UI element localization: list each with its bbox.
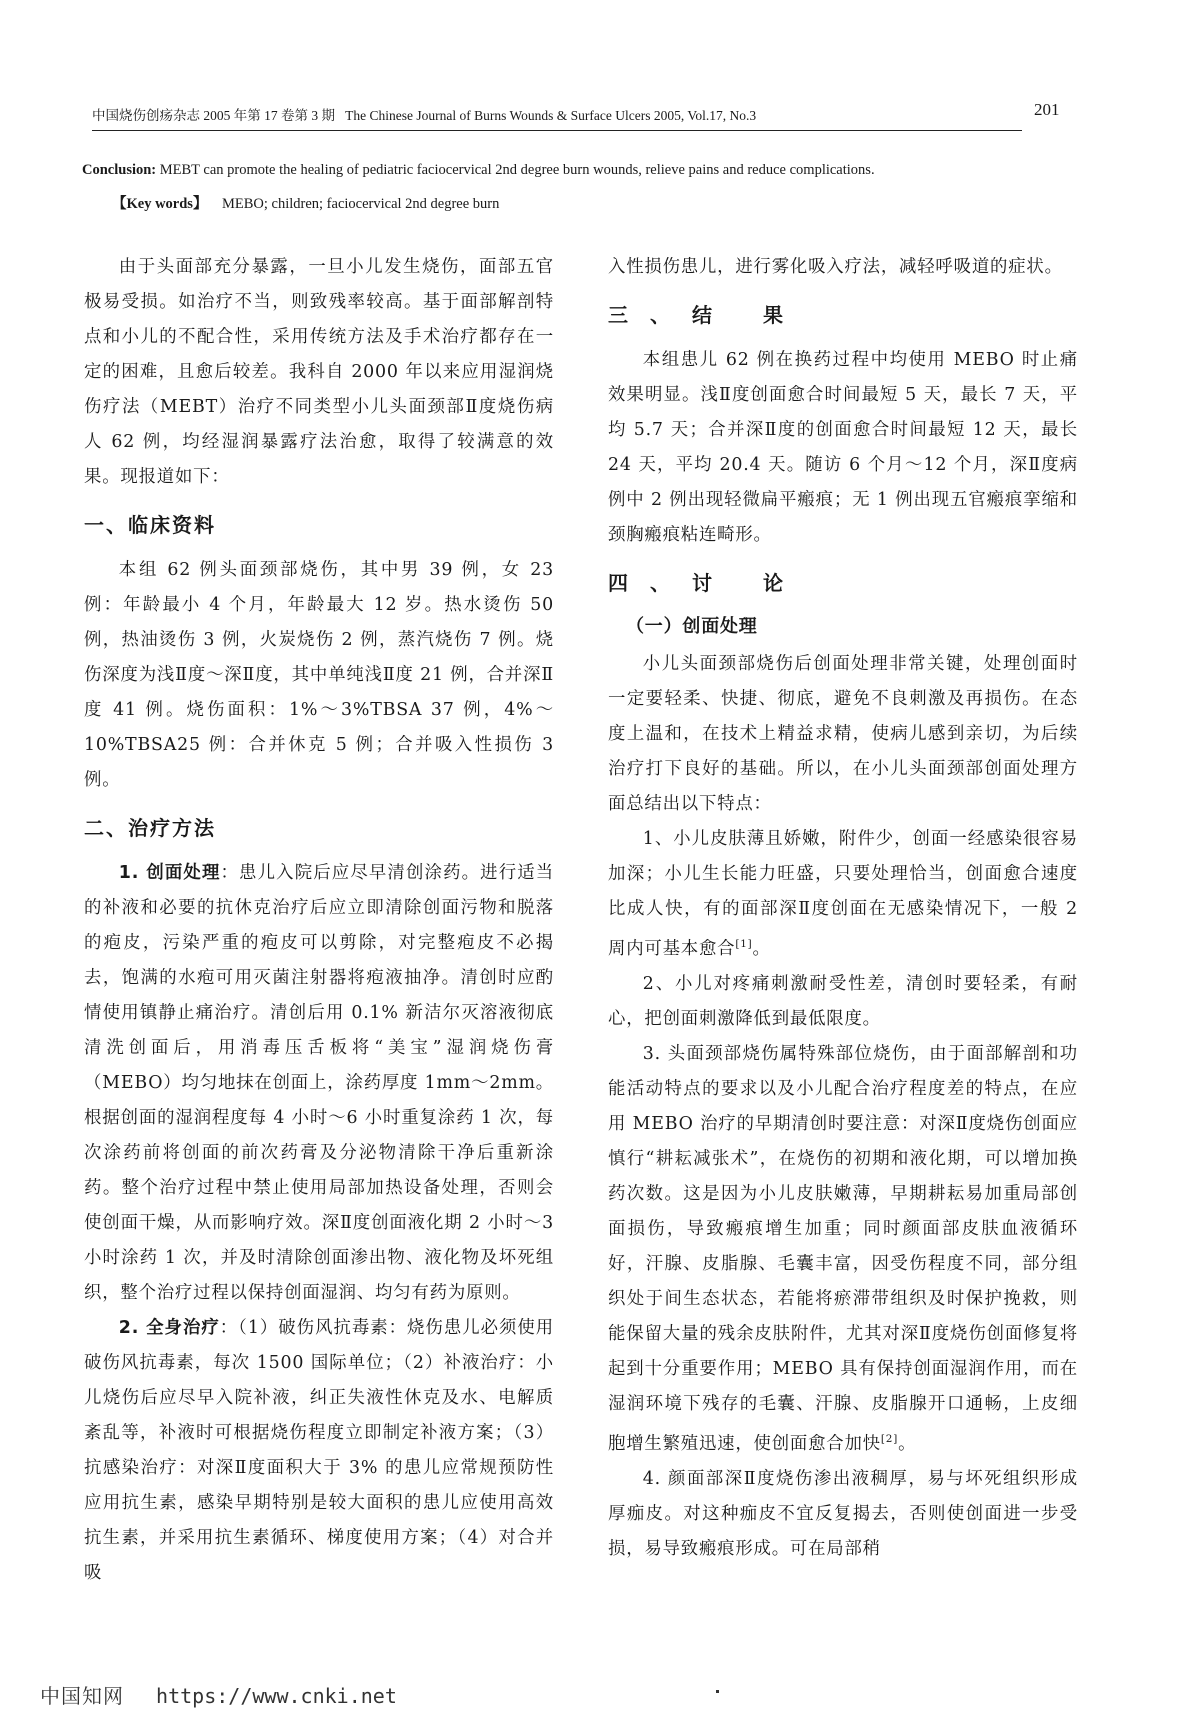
section-heading-clinical-data: 一、临床资料 bbox=[84, 513, 216, 537]
point-1: 1、小儿皮肤薄且娇嫩，附件少，创面一经感染很容易加深；小儿生长能力旺盛，只要处理恰当，创面愈合速度比成人快，有的面部深Ⅱ度创面在无感染情况下，一般 2 周内可基本愈合[1]。 bbox=[608, 829, 1078, 959]
cnki-url: https://www.cnki.net bbox=[156, 1684, 397, 1708]
left-column bbox=[84, 250, 554, 1591]
keywords-label: 【Key words】 bbox=[112, 196, 208, 212]
keywords bbox=[112, 192, 1012, 213]
point-2: 2、小儿对疼痛刺激耐受性差，清创时要轻柔，有耐心，把创面刺激降低到最低限度。 bbox=[608, 973, 1078, 1029]
point-1-text: 1、小儿皮肤薄且娇嫩，附件少，创面一经感染很容易加深；小儿生长能力旺盛，只要处理恰当，创面愈合速度比成人快，有的面部深Ⅱ度创面在无感染情况下，一般 2 周内可基本愈合 bbox=[608, 829, 1078, 959]
section-heading-discussion: 四、讨 论 bbox=[608, 571, 805, 595]
footer-watermark bbox=[40, 1680, 397, 1709]
discussion-paragraph: 小儿头面颈部烧伤后创面处理非常关键，处理创面时一定要轻柔、快捷、彻底，避免不良刺激及再损伤。在态度上温和，在技术上精益求精，使病儿感到亲切，为后续治疗打下良好的基础。所以，在小儿头面颈部创面处理方面总结出以下特点： bbox=[608, 654, 1078, 814]
item1-label: 1. 创面处理 bbox=[118, 863, 221, 883]
item1-text: ：患儿入院后应尽早清创涂药。进行适当的补液和必要的抗休克治疗后应立即清除创面污物和脱落的疱皮，污染严重的疱皮可以剪除，对完整疱皮不必揭去，饱满的水疱可用灭菌注射器将疱液抽净。清创时应酌情使用镇静止痛治疗。清创后用 0.1% 新洁尔灭溶液彻底清洗创面后，用消毒压舌板将“美宝”湿润烧伤膏（MEBO）均匀地抹在创面上，涂药厚度 1mm～2mm。根据创面的湿润程度每 4 小时～6 小时重复涂药 1 次，每次涂药前将创面的前次药膏及分泌物清除干净后重新涂药。整个治疗过程中禁止使用局部加热设备处理，否则会使创面干燥，从而影响疗效。深Ⅱ度创面液化期 2 小时～3 小时涂药 1 次，并及时清除创面渗出物、液化物及坏死组织，整个治疗过程以保持创面湿润、均匀有药为原则。 bbox=[84, 863, 554, 1303]
reference-2: [2] bbox=[880, 1432, 899, 1445]
continued-paragraph: 入性损伤患儿，进行雾化吸入疗法，减轻呼吸道的症状。 bbox=[608, 257, 1063, 277]
subsection-heading-wound-care: （一）创面处理 bbox=[626, 616, 758, 637]
conclusion-text: MEBT can promote the healing of pediatric faciocervical 2nd degree burn wounds, relieve pains and reduce complications. bbox=[159, 162, 875, 178]
journal-title-cn: 中国烧伤创疡杂志 2005 年第 17 卷第 3 期 bbox=[92, 108, 335, 123]
section-heading-treatment: 二、治疗方法 bbox=[84, 816, 216, 840]
page-number: 201 bbox=[1034, 100, 1060, 119]
section-heading-results: 三、结 果 bbox=[608, 303, 805, 327]
item2-label: 2. 全身治疗 bbox=[118, 1318, 220, 1338]
intro-paragraph: 由于头面部充分暴露，一旦小儿发生烧伤，面部五官极易受损。如治疗不当，则致残率较高。基于面部解剖特点和小儿的不配合性，采用传统方法及手术治疗都存在一定的困难，且愈后较差。我科自 2000 年以来应用湿润烧伤疗法（MEBT）治疗不同类型小儿头面颈部Ⅱ度烧伤病人 62 例，均经湿润暴露疗法治愈，取得了较满意的效果。现报道如下： bbox=[84, 257, 554, 487]
clinical-data-paragraph: 本组 62 例头面颈部烧伤，其中男 39 例，女 23 例：年龄最小 4 个月，年龄最大 12 岁。热水烫伤 50 例，热油烫伤 3 例，火炭烧伤 2 例，蒸汽烧伤 7 例。烧伤深度为浅Ⅱ度～深Ⅱ度，其中单纯浅Ⅱ度 21 例，合并深Ⅱ度 41 例。烧伤面积：1%～3%TBSA 37 例，4%～10%TBSA25 例：合并休克 5 例；合并吸入性损伤 3 例。 bbox=[84, 560, 554, 790]
item2-text: ：（1）破伤风抗毒素：烧伤患儿必须使用破伤风抗毒素，每次 1500 国际单位；（2）补液治疗：小儿烧伤后应尽早入院补液，纠正失液性休克及水、电解质紊乱等，补液时可根据烧伤程度立即制定补液方案；（3）抗感染治疗：对深Ⅱ度面积大于 3% 的患儿应常规预防性应用抗生素，感染早期特别是较大面积的患儿应使用高效抗生素，并采用抗生素循环、梯度使用方案；（4）对合并吸 bbox=[84, 1318, 554, 1583]
conclusion bbox=[82, 162, 1042, 179]
systemic-treatment-paragraph bbox=[84, 1311, 554, 1591]
journal-header bbox=[92, 104, 756, 124]
reference-1: [1] bbox=[735, 938, 753, 950]
wound-treatment-paragraph bbox=[84, 856, 554, 1311]
header-rule bbox=[92, 130, 1022, 131]
point-3-text: 3. 头面颈部烧伤属特殊部位烧伤，由于面部解剖和功能活动特点的要求以及小儿配合治疗程度差的特点，在应用 MEBO 治疗的早期清创时要注意：对深Ⅱ度烧伤创面应慎行“耕耘减张术”，在烧伤的初期和液化期，可以增加换药次数。这是因为小儿皮肤嫩薄，早期耕耘易加重局部创面损伤，导致瘢痕增生加重；同时颜面部皮肤血液循环好，汗腺、皮脂腺、毛囊丰富，因受伤程度不同，部分组织处于间生态状态，若能将瘀滞带组织及时保护挽救，则能保留大量的残余皮肤附件，尤其对深Ⅱ度烧伤创面修复将起到十分重要作用；MEBO 具有保持创面湿润作用，而在湿润环境下残存的毛囊、汗腺、皮脂腺开口通畅，上皮细胞增生繁殖迅速，使创面愈合加快 bbox=[608, 1043, 1078, 1454]
conclusion-label: Conclusion: bbox=[82, 162, 157, 178]
point-4: 4. 颜面部深Ⅱ度烧伤渗出液稠厚，易与坏死组织形成厚痂皮。对这种痂皮不宜反复揭去，否则使创面进一步受损，易导致瘢痕形成。可在局部稍 bbox=[608, 1468, 1078, 1559]
point-3: 3. 头面颈部烧伤属特殊部位烧伤，由于面部解剖和功能活动特点的要求以及小儿配合治疗程度差的特点，在应用 MEBO 治疗的早期清创时要注意：对深Ⅱ度烧伤创面应慎行“耕耘减张术”，在烧伤的初期和液化期，可以增加换药次数。这是因为小儿皮肤嫩薄，早期耕耘易加重局部创面损伤，导致瘢痕增生加重；同时颜面部皮肤血液循环好，汗腺、皮脂腺、毛囊丰富，因受伤程度不同，部分组织处于间生态状态，若能将瘀滞带组织及时保护挽救，则能保留大量的残余皮肤附件，尤其对深Ⅱ度烧伤创面修复将起到十分重要作用；MEBO 具有保持创面湿润作用，而在湿润环境下残存的毛囊、汗腺、皮脂腺开口通畅，上皮细胞增生繁殖迅速，使创面愈合加快[2]。 bbox=[608, 1043, 1078, 1454]
results-paragraph: 本组患儿 62 例在换药过程中均使用 MEBO 时止痛效果明显。浅Ⅱ度创面愈合时间最短 5 天，最长 7 天，平均 5.7 天；合并深Ⅱ度的创面愈合时间最短 12 天，最长 24 天，平均 20.4 天。随访 6 个月～12 个月，深Ⅱ度病例中 2 例出现轻微扁平瘢痕；无 1 例出现五官瘢痕挛缩和颈胸瘢痕粘连畸形。 bbox=[608, 350, 1078, 545]
keywords-text: MEBO; children; faciocervical 2nd degree burn bbox=[221, 196, 500, 212]
scan-dot bbox=[716, 1690, 719, 1693]
right-column bbox=[608, 250, 1078, 1567]
journal-title-en: The Chinese Journal of Burns Wounds & Surface Ulcers 2005, Vol.17, No.3 bbox=[345, 108, 757, 123]
cnki-logo-text: 中国知网 bbox=[40, 1684, 124, 1708]
